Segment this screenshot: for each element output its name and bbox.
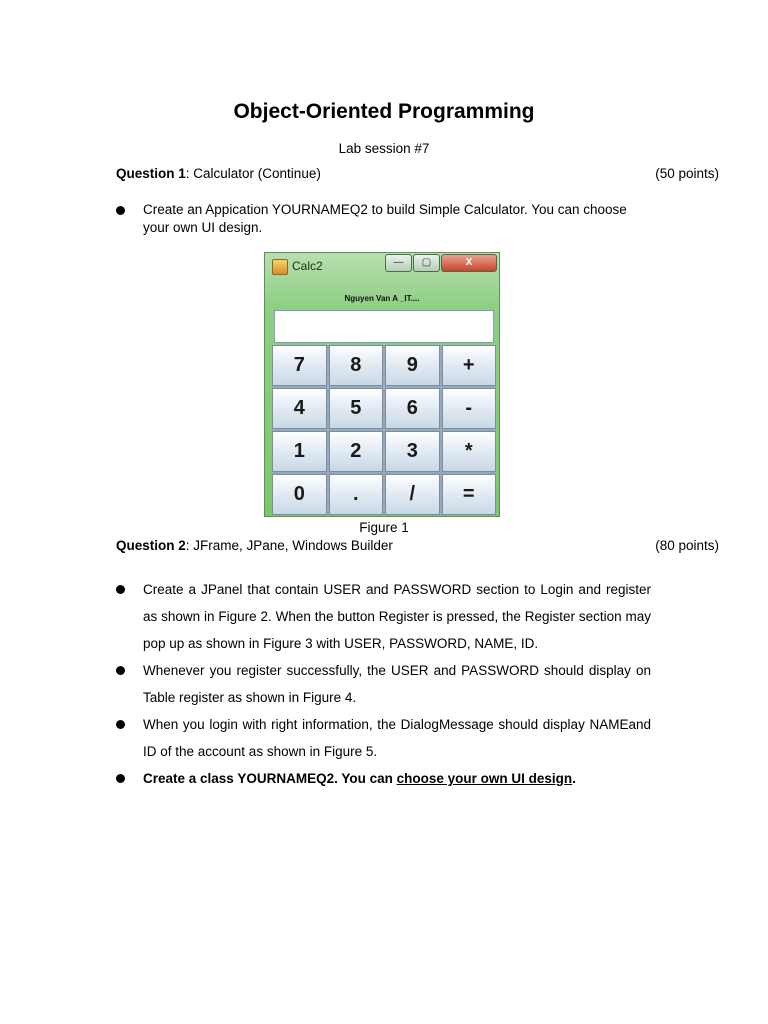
bullet-4-prefix: Create a class YOURNAMEQ2. You can — [143, 771, 397, 786]
document-title: Object-Oriented Programming — [233, 100, 535, 123]
question-2-bullet-1-text: Create a JPanel that contain USER and PASSWORD section to Login and register as shown in Figure 2. When the button Register is pressed, the Register section may pop up as shown in Figure 3 with USER, PASSWORD, NAME, ID. — [143, 582, 651, 651]
key-3[interactable]: 3 — [385, 431, 440, 472]
question-1-header — [116, 166, 719, 181]
key-7[interactable]: 7 — [272, 345, 327, 386]
figure-1-caption: Figure 1 — [359, 520, 409, 535]
question-2-bullet-2 — [116, 657, 651, 711]
question-2-bullet-2-text: Whenever you register successfully, the USER and PASSWORD should display on Table register as shown in Figure 4. — [143, 663, 651, 705]
bullet-icon — [116, 774, 125, 783]
panel-label: Nguyen Van A _IT.... — [344, 294, 420, 303]
bullet-icon — [116, 666, 125, 675]
bullet-icon — [116, 720, 125, 729]
calculator-window — [264, 252, 500, 517]
question-1-bullet — [116, 201, 651, 237]
key-divide[interactable]: / — [385, 474, 440, 515]
key-6[interactable]: 6 — [385, 388, 440, 429]
bullet-icon — [116, 585, 125, 594]
question-1-heading — [116, 166, 321, 181]
key-decimal[interactable]: . — [329, 474, 384, 515]
bullet-4-suffix: . — [572, 771, 576, 786]
question-2-bullet-4-text — [143, 765, 651, 792]
question-2-points: (80 points) — [655, 538, 719, 553]
question-1-text: : Calculator (Continue) — [185, 166, 321, 181]
key-minus[interactable]: - — [442, 388, 497, 429]
own-ui-design-underlined: choose your own UI design — [396, 771, 573, 786]
key-equals[interactable]: = — [442, 474, 497, 515]
question-1-label: Question 1 — [116, 166, 186, 181]
question-2-label: Question 2 — [116, 538, 186, 553]
key-plus[interactable]: + — [442, 345, 497, 386]
calculator-keypad — [272, 345, 496, 515]
key-2[interactable]: 2 — [329, 431, 384, 472]
maximize-button[interactable]: ▢ — [413, 254, 440, 272]
question-2-bullet-3 — [116, 711, 651, 765]
key-0[interactable]: 0 — [272, 474, 327, 515]
question-2-heading — [116, 538, 393, 553]
question-2-bullet-4 — [116, 765, 651, 792]
question-2-bullet-1 — [116, 576, 651, 657]
question-2-text: : JFrame, JPane, Windows Builder — [185, 538, 393, 553]
window-titlebar — [265, 253, 499, 279]
key-multiply[interactable]: * — [442, 431, 497, 472]
close-button[interactable]: X — [441, 254, 497, 272]
minimize-button[interactable]: — — [385, 254, 412, 272]
calculator-display[interactable] — [274, 310, 494, 343]
document-subtitle: Lab session #7 — [338, 141, 430, 156]
key-4[interactable]: 4 — [272, 388, 327, 429]
key-5[interactable]: 5 — [329, 388, 384, 429]
bullet-icon — [116, 206, 125, 215]
window-title: Calc2 — [292, 259, 323, 273]
question-2-header — [116, 538, 719, 553]
key-1[interactable]: 1 — [272, 431, 327, 472]
key-8[interactable]: 8 — [329, 345, 384, 386]
question-2-bullet-3-text: When you login with right information, the DialogMessage should display NAMEand ID of the account as shown in Figure 5. — [143, 717, 651, 759]
question-1-points: (50 points) — [655, 166, 719, 181]
question-1-bullet-text: Create an Appication YOURNAMEQ2 to build Simple Calculator. You can choose your own UI design. — [143, 202, 627, 235]
java-app-icon — [272, 259, 288, 275]
key-9[interactable]: 9 — [385, 345, 440, 386]
